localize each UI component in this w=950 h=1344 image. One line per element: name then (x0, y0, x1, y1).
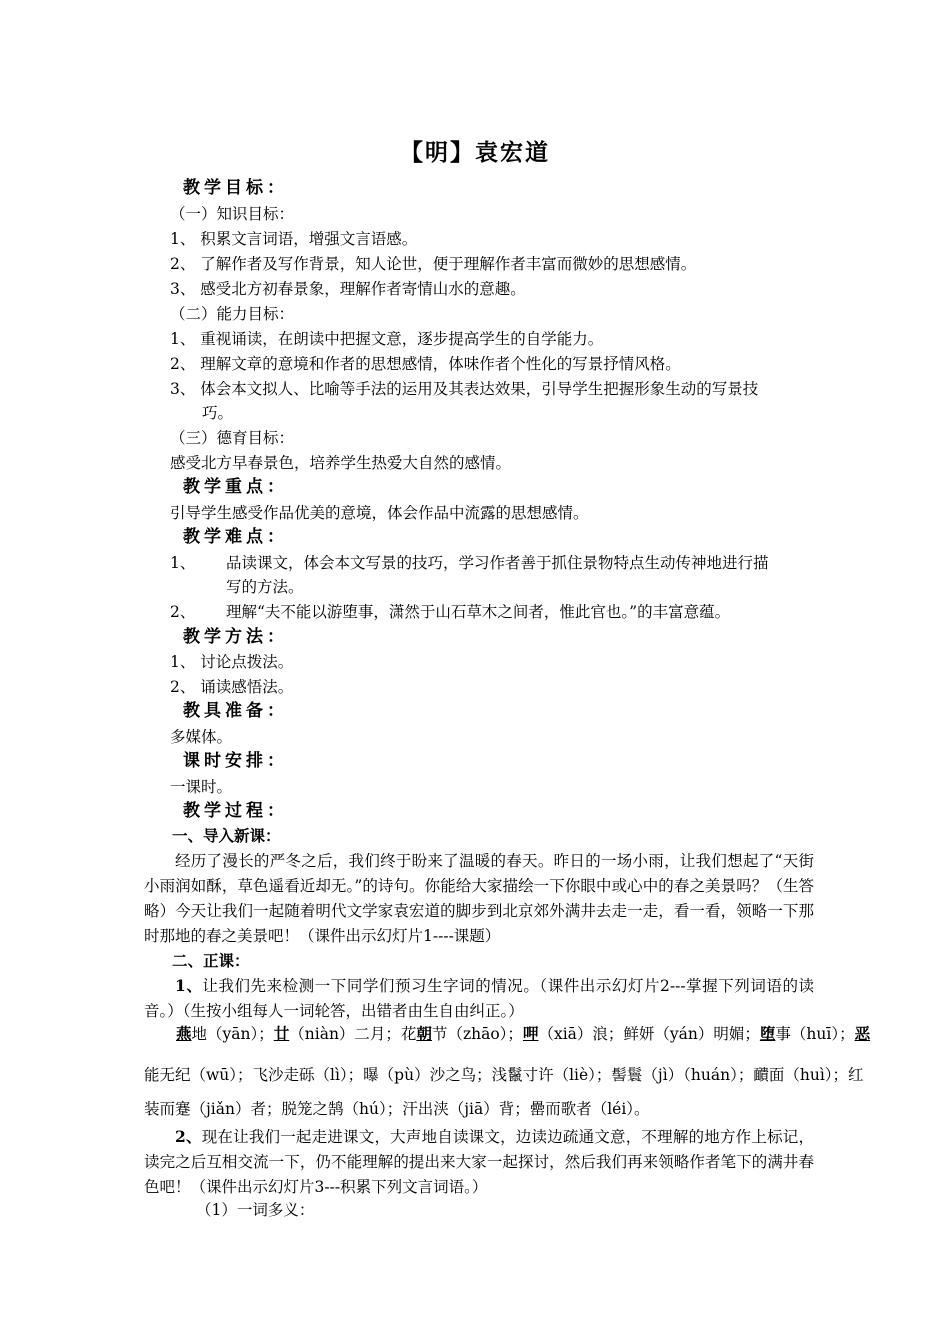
sub-heading-1: （1）一词多义： (196, 1201, 315, 1219)
method-item-1: 1、 讨论点拨法。 (170, 653, 294, 671)
step1-text: 让我们先来检测一下同学们预习生字词的情况。（课件出示幻灯片2---掌握下列词语的读音。）（生按小组每人一词轮答，出错者由生自由纠正。） (144, 977, 814, 1020)
step2-paragraph (144, 1124, 814, 1200)
main-heading: 二、正课： (172, 951, 250, 970)
step1-num: 1、 (175, 976, 203, 995)
ability-item-1: 1、 重视诵读，在朗读中把握文意，逐步提高学生的自学能力。 (170, 330, 604, 348)
vocab-text: （xiā）浪；鲜妍（yán）明媚； (538, 1025, 760, 1043)
moral-text: 感受北方早春景色，培养学生热爱大自然的感情。 (170, 454, 512, 472)
tools-heading: 教具准备： (183, 701, 288, 721)
intro-paragraph: 经历了漫长的严冬之后，我们终于盼来了温暖的春天。昨日的一场小雨，让我们想起了“天街小雨润如酥，草色遥看近却无。”的诗句。你能给大家描绘一下你眼中或心中的春之美景吗？（生答略）今天让我们一起随着明代文学家袁宏道的脚步到北京郊外满井去走一走，看一看，领略一下那时那地的春之美景吧！（课件出示幻灯片1----课题） (144, 852, 814, 945)
vocab-text: 地（yān）； (191, 1025, 274, 1043)
key-points-text: 引导学生感受作品优美的意境，体会作品中流露的思想感情。 (170, 504, 589, 522)
method-item-2: 2、 诵读感悟法。 (170, 678, 294, 696)
difficulties-heading: 教学难点： (183, 527, 288, 547)
vocab-line-1 (176, 1024, 870, 1044)
ability-item-3-cont: 巧。 (202, 404, 234, 422)
knowledge-item-2: 2、 了解作者及写作背景，知人论世，便于理解作者丰富而微妙的思想感情。 (170, 255, 697, 273)
ability-item-3: 3、 体会本文拟人、比喻等手法的运用及其表达效果，引导学生把握形象生动的写景技 (170, 380, 759, 398)
vocab-text: （niàn）二月；花 (289, 1025, 417, 1043)
vocab-char: 呷 (522, 1024, 539, 1043)
knowledge-item-1: 1、 积累文言词语，增强文言语感。 (170, 230, 418, 248)
vocab-char: 恶 (854, 1024, 871, 1043)
ability-label: （二）能力目标： (170, 305, 295, 323)
moral-label: （三）德育目标： (170, 429, 295, 447)
difficulty-num-1: 1、 (170, 554, 196, 572)
knowledge-item-3: 3、 感受北方初春景象，理解作者寄情山水的意趣。 (170, 280, 526, 298)
vocab-text: 事（huī）； (775, 1025, 855, 1043)
vocab-line-2: 能无纪（wū）；飞沙走砾（lì）；曝（pù）沙之鸟；浅鬣寸许（liè）；髻鬟（jì）（huán）；靧面（huì）；红 (144, 1066, 864, 1084)
difficulty-text-1-cont: 写的方法。 (226, 578, 304, 596)
difficulty-text-1: 品读课文，体会本文写景的技巧，学习作者善于抓住景物特点生动传神地进行描 (226, 554, 769, 572)
page-title: 【明】袁宏道 (400, 139, 550, 166)
intro-heading: 一、导入新课： (172, 826, 281, 845)
step2-num: 2、 (175, 1127, 202, 1146)
tools-text: 多媒体。 (170, 728, 233, 746)
vocab-text: 节（zhāo）； (431, 1025, 523, 1043)
methods-heading: 教学方法： (183, 627, 288, 647)
step1-paragraph (144, 973, 814, 1024)
schedule-text: 一课时。 (170, 778, 233, 796)
objectives-heading: 教学目标： (183, 178, 288, 198)
knowledge-label: （一）知识目标： (170, 205, 295, 223)
process-heading: 教学过程： (183, 801, 288, 821)
schedule-heading: 课时安排： (183, 751, 288, 771)
difficulty-num-2: 2、 (170, 603, 196, 621)
vocab-line-3: 装而蹇（jiǎn）者；脱笼之鹄（hú）；汗出浃（jiā）背；罍而歌者（léi）。 (144, 1100, 650, 1118)
vocab-char: 朝 (416, 1024, 432, 1043)
vocab-char: 燕 (176, 1024, 192, 1043)
difficulty-text-2: 理解“夫不能以游堕事，潇然于山石草木之间者，惟此官也。”的丰富意蕴。 (226, 603, 731, 621)
ability-item-2: 2、 理解文章的意境和作者的思想感情，体味作者个性化的写景抒情风格。 (170, 355, 681, 373)
vocab-char: 堕 (759, 1024, 776, 1043)
key-points-heading: 教学重点： (183, 477, 288, 497)
vocab-char: 廿 (273, 1024, 290, 1043)
step2-text: 现在让我们一起走进课文，大声地自读课文，边读边疏通文意，不理解的地方作上标记，读完之后互相交流一下，仍不能理解的提出来大家一起探讨，然后我们再来领略作者笔下的满井春色吧！（课件出示幻灯片3---积累下列文言词语。） (144, 1128, 814, 1196)
